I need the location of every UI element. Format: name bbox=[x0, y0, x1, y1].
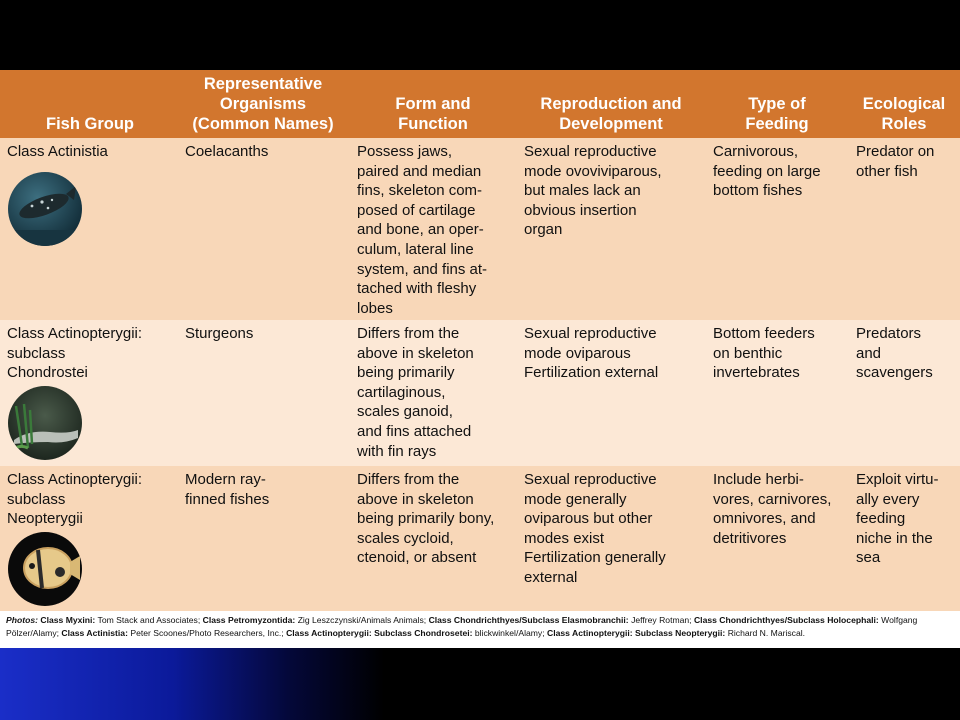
header-reproduction bbox=[522, 94, 700, 134]
text-line: Sexual reproductive bbox=[524, 325, 657, 342]
text-line: mode oviparous bbox=[524, 344, 631, 362]
sturgeon-photo bbox=[8, 386, 82, 460]
credit-text: Peter Scoones/Photo Researchers, Inc.; bbox=[130, 628, 284, 638]
slide-background-band bbox=[0, 648, 960, 720]
cell-form-function bbox=[357, 324, 474, 461]
credit-text: blickwinkel/Alamy; bbox=[474, 628, 545, 638]
cell-reproduction bbox=[524, 142, 662, 240]
text-line: but males lack an bbox=[524, 182, 641, 200]
cell-reproduction bbox=[524, 470, 666, 588]
text-line: and bbox=[856, 344, 882, 362]
credit-label: Class Actinopterygii: Subclass Chondrosetei: bbox=[286, 628, 473, 638]
cell-ecological-roles bbox=[856, 142, 934, 181]
text-line: niche in the bbox=[856, 529, 933, 547]
credit-label: Class Actinistia: bbox=[61, 628, 128, 638]
text-line: scales cycloid, bbox=[357, 529, 454, 547]
text-line: Differs from the bbox=[357, 471, 460, 488]
credit-label: Class Petromyzontida: bbox=[202, 615, 296, 625]
credit-text: Zig Leszczynski/Animals Animals; bbox=[297, 615, 427, 625]
credit-text: Wolfgang bbox=[881, 615, 918, 625]
text-line: being primarily bbox=[357, 364, 455, 382]
credits-line-1 bbox=[6, 614, 954, 627]
credits-photos-label: Photos: bbox=[6, 615, 38, 625]
text-line: Possess jaws, bbox=[357, 143, 453, 160]
text-line: Sexual reproductive bbox=[524, 143, 657, 160]
text-line: on benthic bbox=[713, 344, 783, 362]
coelacanth-photo bbox=[8, 172, 82, 246]
cell-organisms bbox=[185, 324, 253, 344]
text-line: Neopterygii bbox=[7, 510, 83, 528]
text-line: Representative bbox=[203, 75, 323, 93]
text-line: Include herbi- bbox=[713, 471, 804, 488]
text-line: Sexual reproductive bbox=[524, 471, 657, 488]
text-line: Modern ray- bbox=[185, 471, 266, 488]
cell-fish-group bbox=[7, 470, 142, 529]
text-line: Development bbox=[559, 115, 663, 133]
cell-fish-group bbox=[7, 142, 108, 162]
text-line: Differs from the bbox=[357, 325, 460, 342]
table-row bbox=[0, 466, 960, 611]
header-form-function bbox=[365, 94, 501, 134]
text-line: posed of cartilage bbox=[357, 201, 476, 219]
table-row bbox=[0, 320, 960, 466]
credit-text: Tom Stack and Associates; bbox=[97, 615, 201, 625]
text-line: cartilaginous, bbox=[357, 383, 446, 401]
text-line: external bbox=[524, 568, 578, 586]
text-line: and fins attached bbox=[357, 422, 472, 440]
text-line: vores, carnivores, bbox=[713, 490, 832, 508]
text-line: Fertilization generally bbox=[524, 549, 666, 567]
text-line: subclass bbox=[7, 344, 66, 362]
text-line: Roles bbox=[881, 115, 927, 133]
cell-feeding bbox=[713, 324, 815, 383]
text-line: Type of bbox=[748, 95, 806, 113]
text-line: Carnivorous, bbox=[713, 143, 799, 160]
credit-text: Jeffrey Rotman; bbox=[631, 615, 692, 625]
cell-organisms bbox=[185, 142, 268, 162]
text-line: oviparous but other bbox=[524, 510, 653, 528]
cell-ecological-roles bbox=[856, 324, 933, 383]
text-line: subclass bbox=[7, 490, 66, 508]
text-line: Class Actinistia bbox=[7, 143, 108, 160]
text-line: culum, lateral line bbox=[357, 240, 474, 258]
header-fish-group bbox=[30, 114, 150, 134]
text-line: above in skeleton bbox=[357, 490, 474, 508]
table-row bbox=[0, 138, 960, 320]
text-line: ally every bbox=[856, 490, 920, 508]
text-line: Function bbox=[398, 115, 468, 133]
text-line: system, and fins at- bbox=[357, 260, 488, 278]
text-line: Fertilization external bbox=[524, 364, 659, 382]
credits-line-2 bbox=[6, 627, 954, 640]
header-ecological-roles bbox=[850, 94, 958, 134]
credit-label: Class Chondrichthyes/Subclass Holocephali: bbox=[693, 615, 879, 625]
cell-ecological-roles bbox=[856, 470, 939, 568]
cell-organisms bbox=[185, 470, 269, 509]
photo-credits bbox=[0, 611, 960, 648]
cell-form-function bbox=[357, 470, 494, 568]
credit-label: Class Actinopterygii: Subclass Neopterygii: bbox=[547, 628, 726, 638]
text-line: being primarily bony, bbox=[357, 510, 495, 528]
butterflyfish-photo bbox=[8, 532, 82, 606]
credit-text: Pölzer/Alamy; bbox=[6, 628, 60, 638]
text-line: feeding bbox=[856, 510, 906, 528]
table-header bbox=[0, 70, 960, 138]
text-line: Feeding bbox=[745, 115, 809, 133]
text-line: Coelacanths bbox=[185, 143, 269, 160]
text-line: above in skeleton bbox=[357, 344, 474, 362]
text-line: fins, skeleton com- bbox=[357, 182, 483, 200]
text-line: Exploit virtu- bbox=[856, 471, 939, 488]
text-line: Ecological bbox=[862, 95, 946, 113]
text-line: obvious insertion bbox=[524, 201, 637, 219]
text-line: Fish Group bbox=[46, 115, 134, 133]
text-line: tached with fleshy bbox=[357, 280, 477, 298]
text-line: Organisms bbox=[219, 95, 307, 113]
text-line: ctenoid, or absent bbox=[357, 549, 477, 567]
text-line: lobes bbox=[357, 299, 393, 317]
text-line: modes exist bbox=[524, 529, 605, 547]
text-line: feeding on large bbox=[713, 162, 821, 180]
text-line: Predators bbox=[856, 325, 922, 342]
credit-label: Class Chondrichthyes/Subclass Elasmobranchii: bbox=[428, 615, 629, 625]
text-line: (Common Names) bbox=[192, 115, 334, 133]
text-line: Form and bbox=[395, 95, 471, 113]
header-organisms bbox=[178, 74, 348, 134]
text-line: Reproduction and bbox=[540, 95, 682, 113]
text-line: Predator on bbox=[856, 143, 935, 160]
text-line: mode ovoviviparous, bbox=[524, 162, 662, 180]
text-line: scavengers bbox=[856, 364, 933, 382]
text-line: finned fishes bbox=[185, 490, 270, 508]
text-line: mode generally bbox=[524, 490, 627, 508]
fish-classification-table bbox=[0, 70, 960, 648]
header-feeding bbox=[712, 94, 842, 134]
text-line: omnivores, and bbox=[713, 510, 816, 528]
credit-label: Class Myxini: bbox=[40, 615, 96, 625]
credit-text: Richard N. Mariscal. bbox=[727, 628, 806, 638]
text-line: and bone, an oper- bbox=[357, 221, 484, 239]
text-line: invertebrates bbox=[713, 364, 800, 382]
text-line: other fish bbox=[856, 162, 918, 180]
text-line: detritivores bbox=[713, 529, 787, 547]
text-line: with fin rays bbox=[357, 442, 437, 460]
text-line: sea bbox=[856, 549, 881, 567]
cell-reproduction bbox=[524, 324, 658, 383]
text-line: Class Actinopterygii: bbox=[7, 325, 143, 342]
text-line: paired and median bbox=[357, 162, 482, 180]
text-line: Class Actinopterygii: bbox=[7, 471, 143, 488]
cell-feeding bbox=[713, 470, 831, 548]
text-line: Bottom feeders bbox=[713, 325, 815, 342]
text-line: Chondrostei bbox=[7, 364, 88, 382]
text-line: organ bbox=[524, 221, 563, 239]
cell-fish-group bbox=[7, 324, 142, 383]
text-line: Sturgeons bbox=[185, 325, 254, 342]
cell-feeding bbox=[713, 142, 821, 201]
cell-form-function bbox=[357, 142, 487, 318]
text-line: scales ganoid, bbox=[357, 403, 453, 421]
text-line: bottom fishes bbox=[713, 182, 803, 200]
